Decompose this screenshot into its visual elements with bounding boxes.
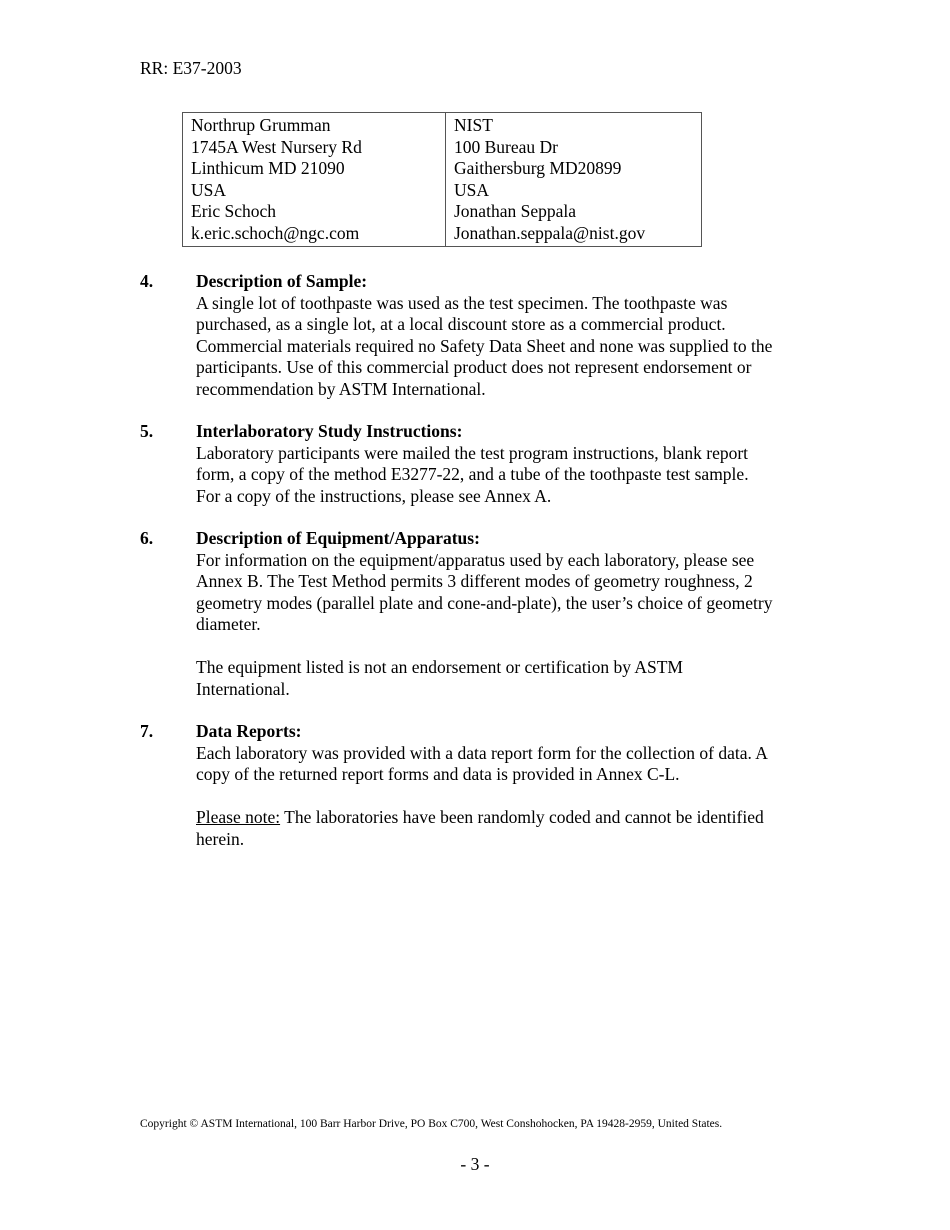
section-7: [140, 721, 830, 850]
section-title: Interlaboratory Study Instructions:: [196, 421, 463, 441]
note-line: [196, 807, 830, 829]
paragraph-line: Laboratory participants were mailed the test program instructions, blank report: [196, 442, 749, 463]
document-header: RR: E37-2003: [140, 58, 242, 78]
paragraph-line: diameter.: [196, 614, 261, 634]
note-label: Please note:: [196, 807, 281, 827]
paragraph-line: form, a copy of the method E3277-22, and a tube of the toothpaste test sample.: [196, 464, 749, 484]
paragraph-gap: [196, 786, 830, 808]
address-line: Northrup Grumman: [191, 115, 331, 135]
address-line: 100 Bureau Dr: [454, 136, 559, 157]
contact-name: Eric Schoch: [191, 201, 277, 221]
paragraph-line: Each laboratory was provided with a data report form for the collection of data. A: [196, 742, 768, 763]
paragraph-line: Annex B. The Test Method permits 3 different modes of geometry roughness, 2: [196, 571, 753, 591]
address-line: USA: [191, 179, 227, 200]
address-line: USA: [454, 179, 490, 200]
page-number: - 3 -: [460, 1154, 490, 1174]
copyright-footer: Copyright © ASTM International, 100 Barr Harbor Drive, PO Box C700, West Conshohocken, PA 19428-2959, United States.: [140, 1118, 723, 1130]
section-6: [140, 528, 830, 700]
paragraph-line: International.: [196, 678, 290, 699]
paragraph-line: recommendation by ASTM International.: [196, 378, 486, 399]
section-5: [140, 421, 830, 507]
section-number: 7.: [140, 721, 154, 741]
paragraph-gap: [196, 636, 830, 658]
section-4: [140, 271, 830, 400]
section-number: 5.: [140, 421, 154, 441]
note-line: herein.: [196, 828, 245, 849]
address-cell-northrup: [183, 113, 446, 247]
contact-email: k.eric.schoch@ngc.com: [191, 222, 360, 243]
section-title: Data Reports:: [196, 721, 302, 741]
paragraph-line: Commercial materials required no Safety Data Sheet and none was supplied to the: [196, 335, 773, 356]
paragraph-line: A single lot of toothpaste was used as the test specimen. The toothpaste was: [196, 292, 728, 313]
address-line: 1745A West Nursery Rd: [191, 136, 362, 157]
paragraph-line: geometry modes (parallel plate and cone-and-plate), the user’s choice of geometry: [196, 592, 773, 613]
note-text: The laboratories have been randomly coded and cannot be identified: [280, 807, 764, 827]
address-line: NIST: [454, 115, 493, 135]
section-number: 4.: [140, 271, 154, 291]
address-row: [183, 113, 702, 247]
contact-email: Jonathan.seppala@nist.gov: [454, 222, 646, 243]
address-line: Gaithersburg MD20899: [454, 158, 622, 178]
paragraph-line: For a copy of the instructions, please see Annex A.: [196, 485, 552, 506]
paragraph-line: The equipment listed is not an endorsement or certification by ASTM: [196, 657, 683, 677]
section-title: Description of Sample:: [196, 271, 368, 291]
contact-name: Jonathan Seppala: [454, 201, 576, 221]
address-table: [182, 112, 702, 247]
section-title: Description of Equipment/Apparatus:: [196, 528, 480, 548]
paragraph-line: participants. Use of this commercial product does not represent endorsement or: [196, 357, 752, 377]
paragraph-line: copy of the returned report forms and data is provided in Annex C-L.: [196, 764, 680, 784]
address-line: Linthicum MD 21090: [191, 158, 345, 178]
paragraph-line: For information on the equipment/apparatus used by each laboratory, please see: [196, 549, 755, 570]
section-number: 6.: [140, 528, 154, 548]
address-cell-nist: [446, 113, 702, 247]
paragraph-line: purchased, as a single lot, at a local discount store as a commercial product.: [196, 314, 726, 334]
